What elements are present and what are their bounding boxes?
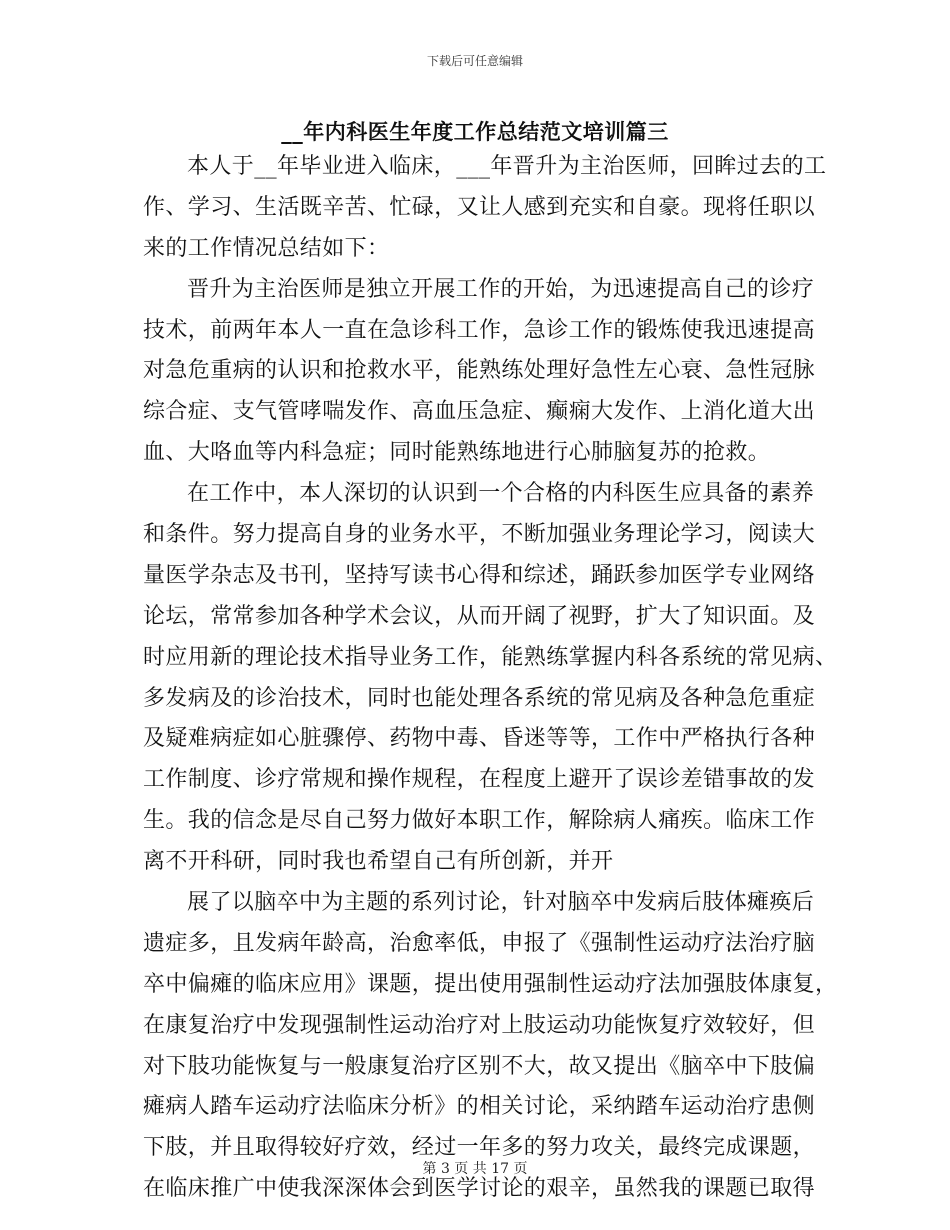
paragraph-line: 和条件。努力提高自身的业务水平，不断加强业务理论学习，阅读大: [143, 522, 816, 548]
document-body: [143, 147, 838, 1210]
paragraph-line: 生。我的信念是尽自己努力做好本职工作，解除病人痛疾。临床工作: [143, 808, 816, 834]
paragraph-line: 对急危重病的认识和抢救水平，能熟练处理好急性左心衰、急性冠脉: [143, 358, 816, 384]
document-title: __年内科医生年度工作总结范文培训篇三: [281, 119, 669, 144]
paragraph-line: 综合症、支气管哮喘发作、高血压急症、癫痫大发作、上消化道大出: [143, 399, 816, 425]
paragraph-line: 在工作中，本人深切的认识到一个合格的内科医生应具备的素养: [187, 481, 815, 507]
paragraph-line: 量医学杂志及书刊，坚持写读书心得和综述，踊跃参加医学专业网络: [143, 562, 816, 588]
paragraph-line: 卒中偏瘫的临床应用》课题，提出使用强制性运动疗法加强肢体康复，: [143, 971, 838, 997]
paragraph-line: 作、学习、生活既辛苦、忙碌，又让人感到充实和自豪。现将任职以: [143, 194, 816, 220]
page-number-footer: 第 3 页 共 17 页: [422, 1161, 528, 1177]
paragraph-line: 技术，前两年本人一直在急诊科工作，急诊工作的锻炼使我迅速提高: [143, 317, 816, 343]
paragraph-line: 瘫病人踏车运动疗法临床分析》的相关讨论，采纳踏车运动治疗患侧: [143, 1094, 816, 1120]
header-note: 下载后可任意编辑: [426, 54, 523, 68]
paragraph-line: 论坛，常常参加各种学术会议，从而开阔了视野，扩大了知识面。及: [143, 603, 816, 629]
paragraph-line: 在康复治疗中发现强制性运动治疗对上肢运动功能恢复疗效较好，但: [143, 1012, 816, 1038]
paragraph-line: 对下肢功能恢复与一般康复治疗区别不大，故又提出《脑卒中下肢偏: [143, 1053, 816, 1079]
paragraph-line: 血、大咯血等内科急症；同时能熟练地进行心肺脑复苏的抢救。: [143, 440, 771, 466]
paragraph-line: 离不开科研，同时我也希望自己有所创新，并开: [143, 849, 614, 875]
paragraph-line: 在临床推广中使我深深体会到医学讨论的艰辛，虽然我的课题已取得: [143, 1176, 816, 1202]
paragraph-line: 晋升为主治医师是独立开展工作的开始，为迅速提高自己的诊疗: [187, 276, 815, 302]
paragraph-line: 时应用新的理论技术指导业务工作，能熟练掌握内科各系统的常见病、: [143, 644, 838, 670]
paragraph-line: 及疑难病症如心脏骤停、药物中毒、昏迷等等，工作中严格执行各种: [143, 726, 816, 752]
paragraph-line: 下肢，并且取得较好疗效，经过一年多的努力攻关，最终完成课题，: [143, 1135, 816, 1161]
paragraph-line: 遗症多，且发病年龄高，治愈率低，申报了《强制性运动疗法治疗脑: [143, 930, 816, 956]
paragraph-line: 工作制度、诊疗常规和操作规程，在程度上避开了误诊差错事故的发: [143, 767, 816, 793]
paragraph-line: 本人于__年毕业进入临床，___年晋升为主治医师，回眸过去的工: [187, 154, 827, 179]
paragraph-line: 来的工作情况总结如下：: [143, 235, 390, 261]
paragraph-line: 展了以脑卒中为主题的系列讨论，针对脑卒中发病后肢体瘫痪后: [187, 890, 815, 916]
paragraph-line: 多发病及的诊治技术，同时也能处理各系统的常见病及各种急危重症: [143, 685, 816, 711]
